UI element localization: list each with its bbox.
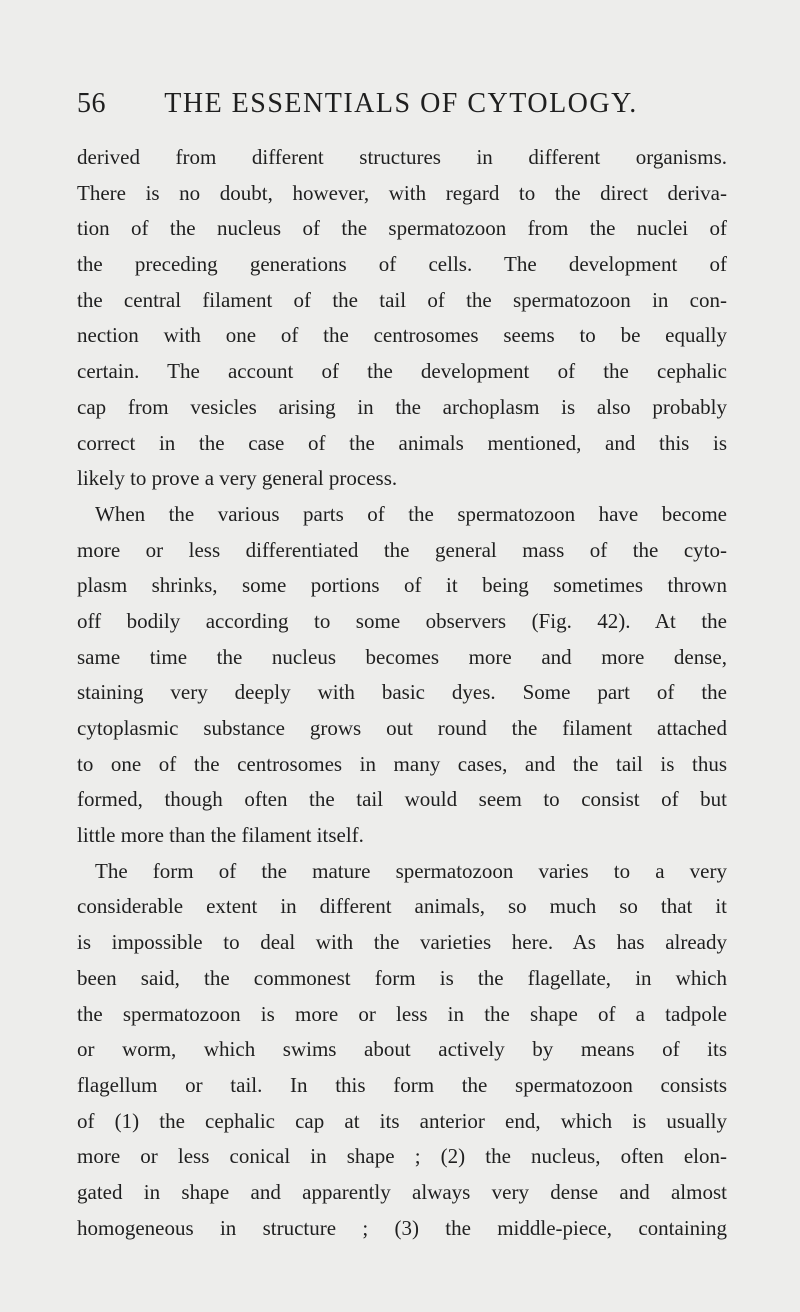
text-line: same time the nucleus becomes more and more dense, <box>77 644 727 669</box>
text-line: cap from vesicles arising in the archoplasm is also probably <box>77 394 727 419</box>
text-line: plasm shrinks, some portions of it being sometimes thrown <box>77 573 727 598</box>
text-line: formed, though often the tail would seem to consist of but <box>77 787 727 812</box>
text-line: more or less differentiated the general mass of the cyto- <box>77 537 727 562</box>
text-line: The form of the mature spermatozoon varies to a very <box>95 858 727 883</box>
text-line: There is no doubt, however, with regard to the direct deriva- <box>77 180 727 205</box>
text-line: tion of the nucleus of the spermatozoon from the nuclei of <box>77 216 727 241</box>
text-line: likely to prove a very general process. <box>77 466 398 491</box>
text-line: the spermatozoon is more or less in the shape of a tadpole <box>77 1001 727 1026</box>
text-line: the central filament of the tail of the spermatozoon in con- <box>77 287 727 312</box>
running-head <box>77 84 725 124</box>
text-line: nection with one of the centrosomes seems to be equally <box>77 323 727 348</box>
text-line: staining very deeply with basic dyes. Some part of the <box>77 680 727 705</box>
text-line: When the various parts of the spermatozoon have become <box>95 501 727 526</box>
text-line: certain. The account of the development of the cephalic <box>77 359 727 384</box>
text-line: or worm, which swims about actively by means of its <box>77 1037 727 1062</box>
paragraph-3 <box>77 854 727 1247</box>
page-number: 56 <box>77 88 106 119</box>
text-line: more or less conical in shape ; (2) the nucleus, often elon- <box>77 1144 727 1169</box>
text-line: off bodily according to some observers (Fig. 42). At the <box>77 608 727 633</box>
text-line: the preceding generations of cells. The development of <box>77 252 727 277</box>
paragraph-1 <box>77 140 727 497</box>
text-line: to one of the centrosomes in many cases, and the tail is thus <box>77 751 727 776</box>
running-title: THE ESSENTIALS OF CYTOLOGY. <box>164 88 638 119</box>
text-line: been said, the commonest form is the flagellate, in which <box>77 965 727 990</box>
text-line: homogeneous in structure ; (3) the middle-piece, containing <box>77 1215 727 1240</box>
text-line: flagellum or tail. In this form the spermatozoon consists <box>77 1072 727 1097</box>
text-line: gated in shape and apparently always very dense and almost <box>77 1179 727 1204</box>
text-line: considerable extent in different animals, so much so that it <box>77 894 727 919</box>
body-text <box>77 140 727 1246</box>
text-line: is impossible to deal with the varieties here. As has already <box>77 930 727 955</box>
text-line: of (1) the cephalic cap at its anterior end, which is usually <box>77 1108 727 1133</box>
text-line: correct in the case of the animals mentioned, and this is <box>77 430 727 455</box>
text-line: cytoplasmic substance grows out round the filament attached <box>77 716 727 740</box>
text-line: little more than the filament itself. <box>77 823 364 848</box>
paragraph-2 <box>77 497 727 854</box>
text-line: derived from different structures in different organisms. <box>77 145 727 169</box>
